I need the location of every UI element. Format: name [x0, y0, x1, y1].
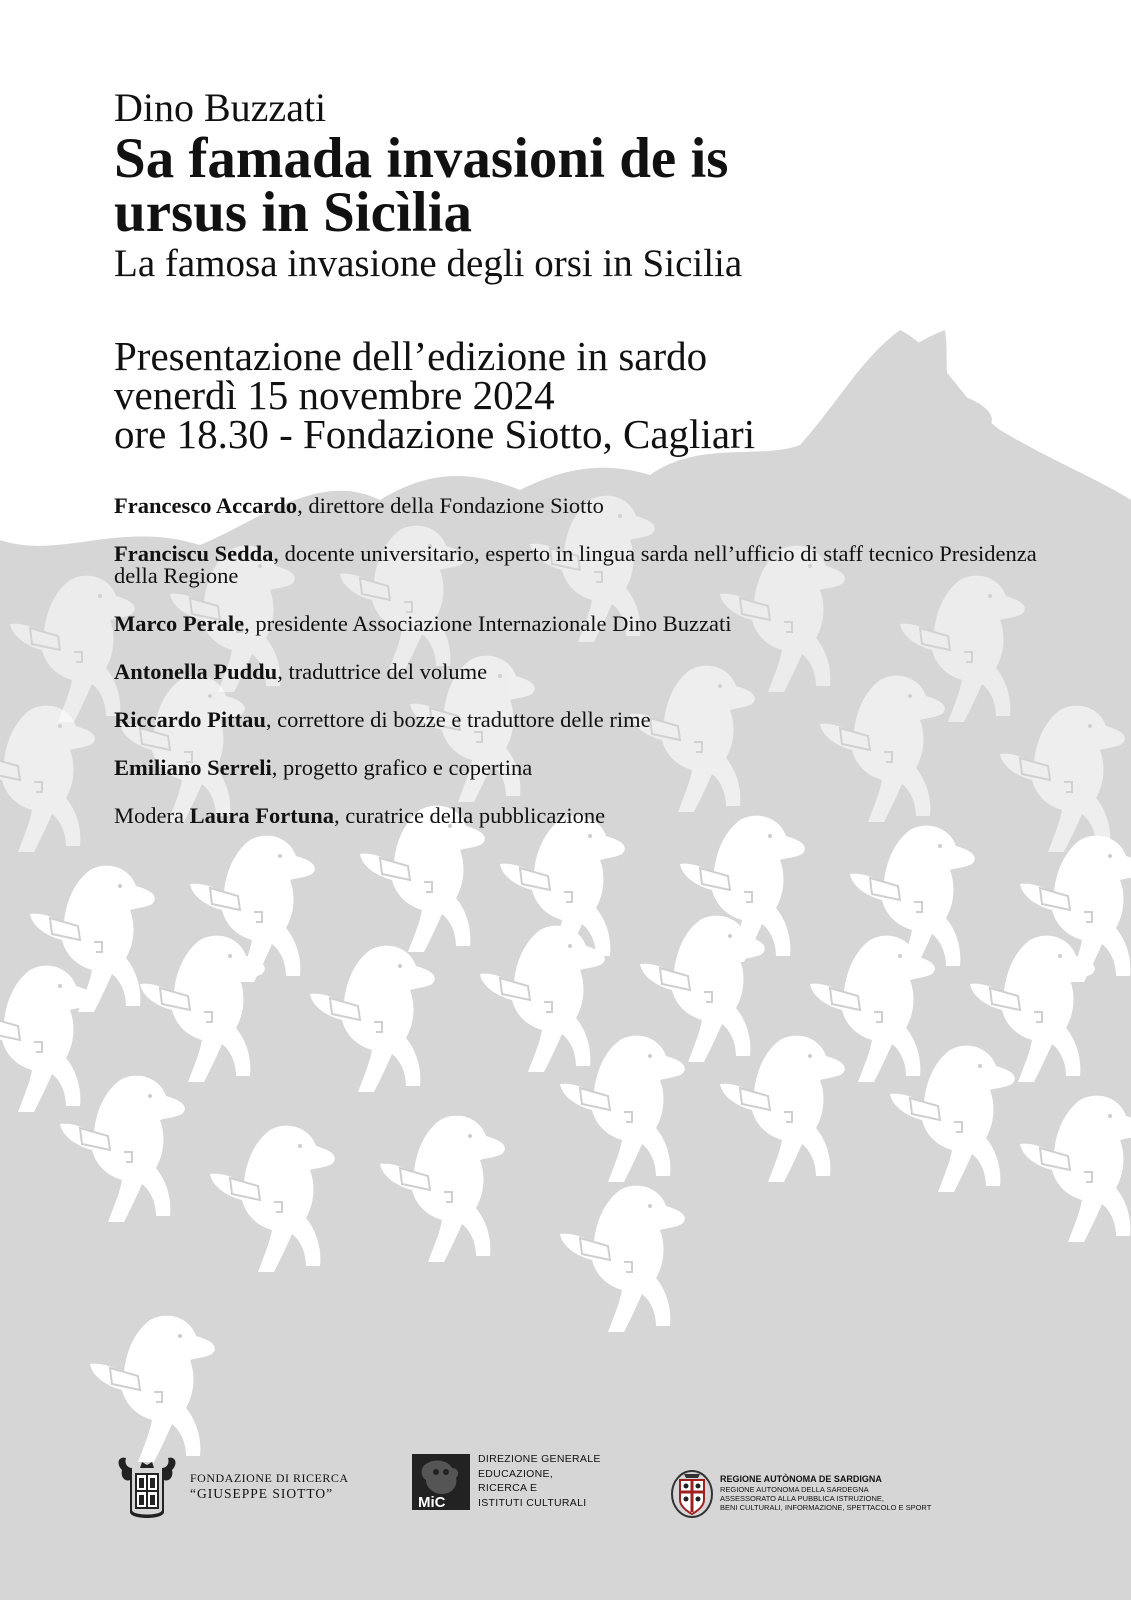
- ras-line3: ASSESSORATO ALLA PUBBLICA ISTRUZIONE,: [720, 1494, 884, 1503]
- speaker-role: , presidente Associazione Internazionale Dino Buzzati: [244, 611, 732, 636]
- event-description: Presentazione dell’edizione in sardo: [114, 333, 708, 379]
- mic-mark-text: MiC: [418, 1494, 446, 1511]
- ras-line1: REGIONE AUTÒNOMA DE SARDIGNA: [720, 1474, 882, 1484]
- speaker-item: [114, 543, 1064, 587]
- speaker-role: , correttore di bozze e traduttore delle rime: [265, 707, 651, 732]
- sardinia-coat-of-arms-icon: [670, 1468, 714, 1518]
- mic-mark-icon: [412, 1450, 474, 1512]
- mic-line2: EDUCAZIONE,: [478, 1467, 554, 1480]
- book-title-sardo: Sa famada invasioni de is ursus in Sicìlia: [114, 127, 729, 244]
- mic-line4: ISTITUTI CULTURALI: [478, 1496, 587, 1509]
- logo-fondazione-siotto: [112, 1450, 349, 1522]
- speaker-item: [114, 805, 1064, 827]
- ras-line2: REGIONE AUTONOMA DELLA SARDEGNA: [720, 1485, 869, 1494]
- speaker-name: Antonella Puddu: [114, 659, 278, 684]
- event-date: venerdì 15 novembre 2024: [114, 372, 555, 418]
- speaker-item: [114, 495, 1064, 517]
- speaker-item: [114, 757, 1064, 779]
- speaker-item: [114, 709, 1064, 731]
- siotto-line2: “GIUSEPPE SIOTTO”: [190, 1486, 334, 1501]
- mic-logo-text: [478, 1452, 601, 1510]
- speaker-item: [114, 661, 1064, 683]
- speaker-name: Emiliano Serreli: [114, 755, 272, 780]
- speaker-item: [114, 613, 1064, 635]
- speaker-name: Marco Perale: [114, 611, 245, 636]
- logo-mic: [412, 1450, 601, 1512]
- speaker-role: , docente universitario, esperto in lingua sarda nell’ufficio di staff tecnico Presidenza della Regione: [114, 541, 1037, 588]
- logo-regione-sardegna: [670, 1468, 931, 1518]
- ras-logo-text: [720, 1474, 931, 1512]
- author-name: Dino Buzzati: [114, 85, 327, 130]
- speaker-name: Francesco Accardo: [114, 493, 298, 518]
- speaker-name: Riccardo Pittau: [114, 707, 266, 732]
- sponsor-logos: [0, 1450, 1131, 1560]
- siotto-crest-icon: [112, 1450, 182, 1522]
- speaker-role: , curatrice della pubblicazione: [334, 803, 606, 828]
- siotto-line1: FONDAZIONE DI RICERCA: [190, 1471, 349, 1485]
- speaker-role: , direttore della Fondazione Siotto: [297, 493, 604, 518]
- book-title-italiano: La famosa invasione degli orsi in Sicilia: [114, 242, 743, 285]
- siotto-logo-text: [190, 1470, 349, 1502]
- speakers-list: [114, 495, 1074, 827]
- mic-line3: RICERCA E: [478, 1482, 538, 1494]
- speaker-role: , traduttrice del volume: [277, 659, 488, 684]
- event-info: [114, 333, 1074, 457]
- speaker-prefix: Modera: [114, 803, 190, 828]
- speaker-name: Laura Fortuna: [189, 803, 334, 828]
- main-content: [114, 86, 1074, 853]
- mic-line1: DIREZIONE GENERALE: [478, 1453, 601, 1465]
- event-time-location: ore 18.30 - Fondazione Siotto, Cagliari: [114, 411, 756, 457]
- speaker-name: Franciscu Sedda: [114, 541, 274, 566]
- speaker-role: , progetto grafico e copertina: [271, 755, 533, 780]
- ras-line4: BENI CULTURALI, INFORMAZIONE, SPETTACOLO E SPORT: [720, 1503, 932, 1512]
